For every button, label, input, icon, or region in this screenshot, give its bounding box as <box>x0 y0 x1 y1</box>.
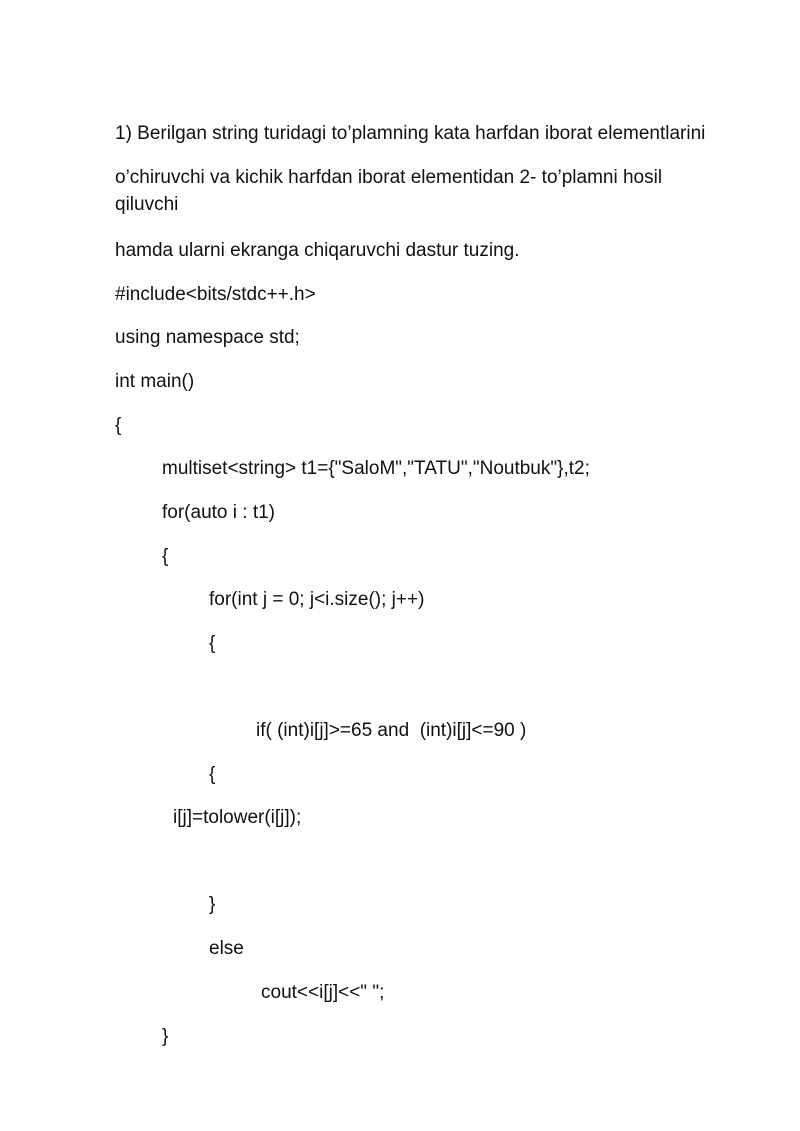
code-line: { <box>162 546 169 567</box>
task-text-line-2: o’chiruvchi va kichik harfdan iborat elementidan 2- to’plamni hosil <box>115 167 663 188</box>
code-line: #include<bits/stdc++.h> <box>115 284 316 305</box>
code-line: if( (int)i[j]>=65 and (int)i[j]<=90 ) <box>256 720 527 741</box>
code-line: i[j]=tolower(i[j]); <box>173 807 302 828</box>
code-line: } <box>162 1026 169 1047</box>
task-text-line-4: hamda ularni ekranga chiqaruvchi dastur tuzing. <box>115 240 520 261</box>
task-text-line-1: 1) Berilgan string turidagi to’plamning kata harfdan iborat elementlarini <box>115 123 706 144</box>
code-line: multiset<string> t1={"SaloM","TATU","Noutbuk"},t2; <box>162 458 590 479</box>
code-line: else <box>209 938 244 959</box>
code-line: } <box>209 894 216 915</box>
code-line: cout<<i[j]<<" "; <box>261 982 385 1003</box>
task-text-line-3: qiluvchi <box>115 194 179 215</box>
code-line: { <box>115 415 122 436</box>
code-line: { <box>209 764 216 785</box>
code-line: for(auto i : t1) <box>162 502 275 523</box>
code-line: for(int j = 0; j<i.size(); j++) <box>209 589 425 610</box>
code-line: { <box>209 633 216 654</box>
code-line: using namespace std; <box>115 327 300 348</box>
code-line: int main() <box>115 371 195 392</box>
